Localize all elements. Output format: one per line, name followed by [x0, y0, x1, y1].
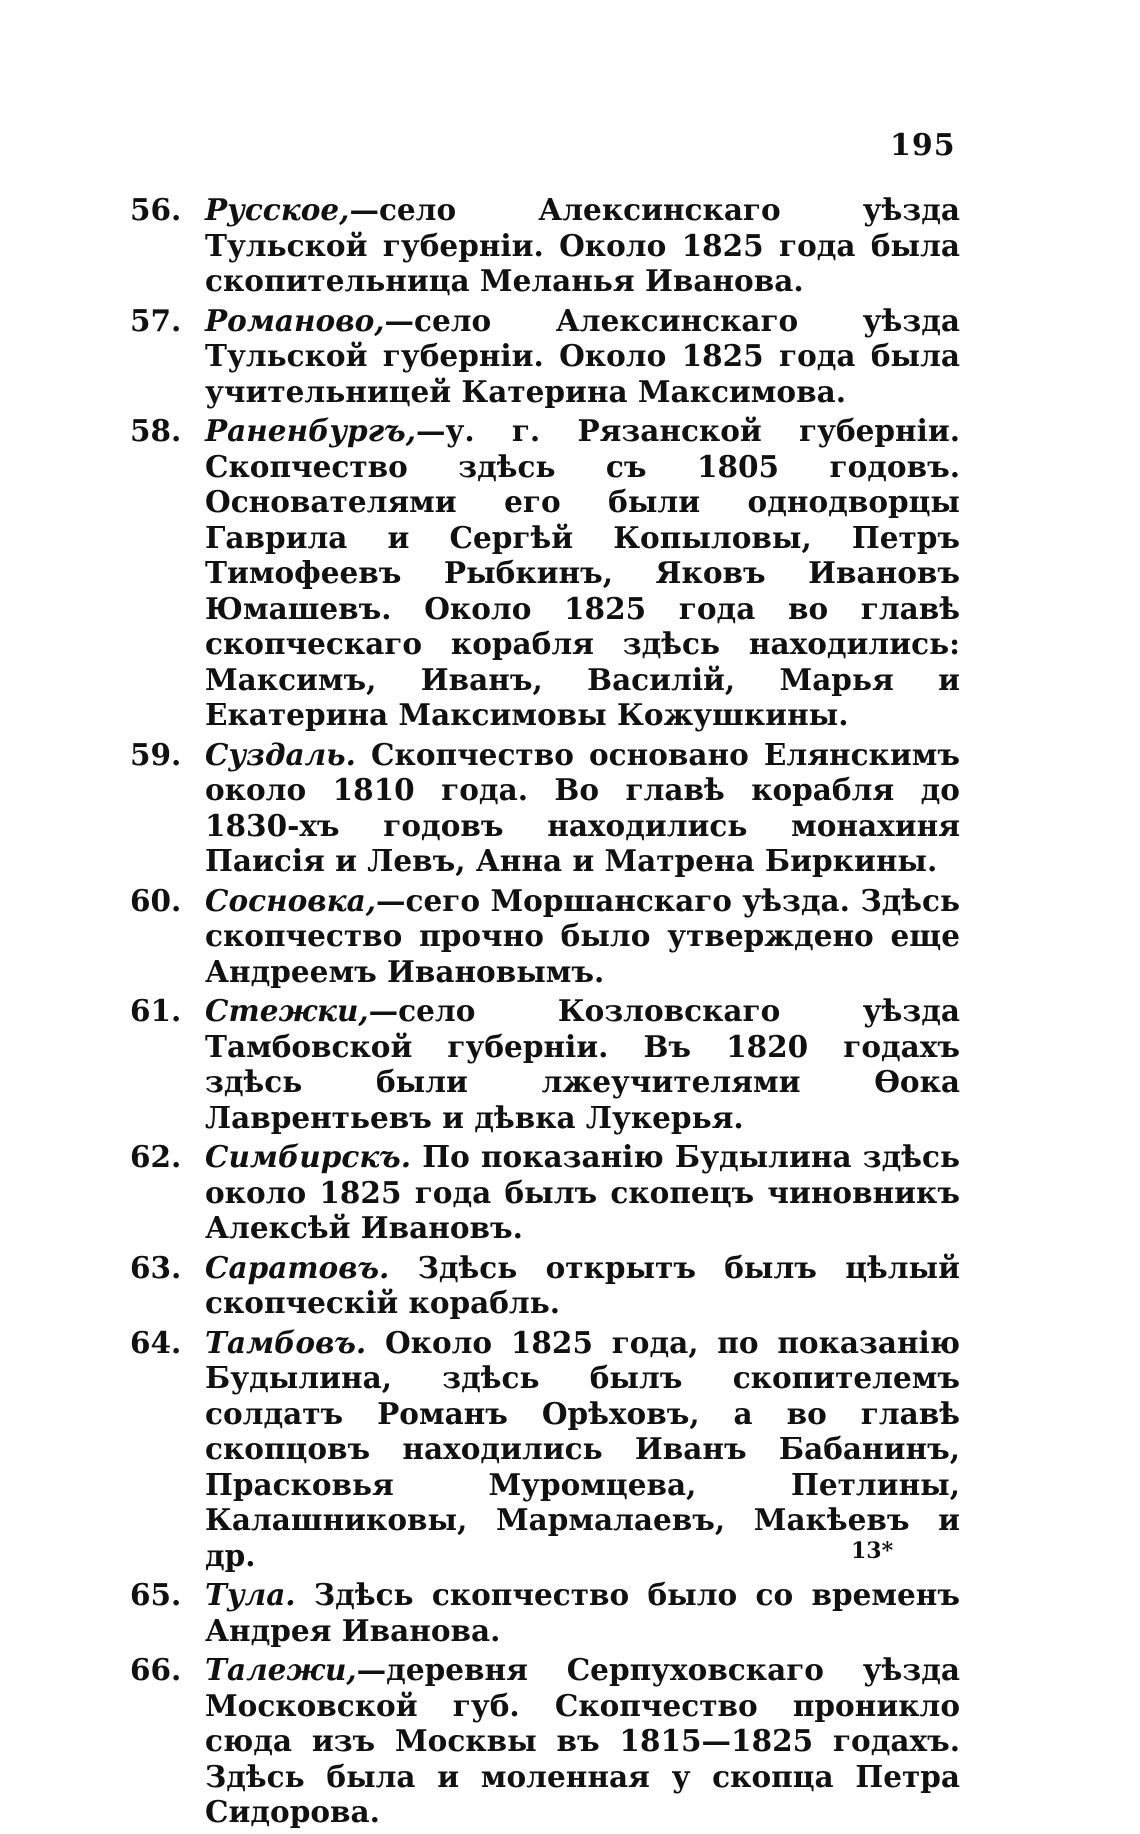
entry-number: 65.	[130, 1577, 182, 1612]
page-number: 195	[890, 128, 956, 163]
entry-number: 62.	[130, 1139, 182, 1174]
entry-61	[130, 993, 960, 1135]
entry-place: Суздаль.	[205, 736, 356, 772]
entry-66	[130, 1652, 960, 1830]
entry-text: —село Алексинскаго уѣзда Тульской губерніи. Около 1825 года была скопительница Меланья Иванова.	[205, 192, 960, 298]
entry-64	[130, 1325, 960, 1574]
entry-number: 58.	[130, 413, 182, 448]
entry-59	[130, 737, 960, 879]
entry-62	[130, 1139, 960, 1246]
entry-text: Скопчество основано Елянскимъ около 1810 года. Во главѣ корабля до 1830-хъ годовъ находились монахиня Паисія и Левъ, Анна и Матрена Биркины.	[205, 736, 960, 878]
entry-number: 64.	[130, 1324, 182, 1360]
entry-57	[130, 303, 960, 410]
entry-56	[130, 192, 960, 299]
entry-number: 57.	[130, 302, 182, 338]
entry-text: Здѣсь открытъ былъ цѣлый скопческій корабль.	[205, 1249, 960, 1320]
entry-place: Русское,	[205, 192, 350, 227]
entry-place: Раненбургъ,	[205, 413, 416, 448]
entry-65	[130, 1577, 960, 1648]
entry-text: —село Козловскаго уѣзда Тамбовской губерніи. Въ 1820 годахъ здѣсь были лжеучителями Ѳока Лаврентьевъ и дѣвка Лукерья.	[205, 993, 960, 1135]
entry-list	[130, 192, 960, 1834]
entry-text: —у. г. Рязанской губерніи. Скопчество здѣсь съ 1805 годовъ. Основателями его были однодворцы Гаврила и Сергѣй Копыловы, Петръ Тимофеевъ Рыбкинъ, Яковъ Ивановъ Юмашевъ. Около 1825 года во главѣ скопческаго корабля здѣсь находились: Максимъ, Иванъ, Василій, Марья и Екатерина Максимовы Кожушкины.	[205, 413, 960, 732]
entry-number: 63.	[130, 1249, 182, 1285]
entry-number: 56.	[130, 192, 182, 227]
entry-text: Здѣсь скопчество было со временъ Андрея Иванова.	[205, 1577, 960, 1648]
entry-number: 61.	[130, 993, 182, 1028]
entry-63	[130, 1250, 960, 1321]
entry-text: По показанію Будылина здѣсь около 1825 года былъ скопецъ чиновникъ Алексѣй Ивановъ.	[205, 1139, 960, 1245]
entry-place: Романово,	[205, 302, 385, 338]
entry-place: Тула.	[205, 1577, 296, 1612]
entry-number: 66.	[130, 1652, 182, 1687]
entry-58	[130, 413, 960, 733]
entry-place: Талежи,	[205, 1652, 357, 1687]
signature-mark: 13*	[851, 1538, 894, 1564]
entry-place: Тамбовъ.	[205, 1324, 367, 1360]
entry-text: Около 1825 года, по показанію Будылина, здѣсь былъ скопителемъ солдатъ Романъ Орѣховъ, а во главѣ скопцовъ находились Иванъ Бабанинъ, Прасковья Муромцева, Петлины, Калашниковы, Мармалаевъ, Макѣевъ и др.	[205, 1324, 960, 1573]
entry-text: —деревня Серпуховскаго уѣзда Московской губ. Скопчество проникло сюда изъ Москвы въ 1815—1825 годахъ. Здѣсь была и моленная у скопца Петра Сидорова.	[205, 1652, 960, 1829]
entry-place: Симбирскъ.	[205, 1139, 411, 1174]
entry-60	[130, 883, 960, 990]
entry-number: 60.	[130, 882, 182, 918]
entry-place: Саратовъ.	[205, 1249, 390, 1285]
entry-number: 59.	[130, 736, 182, 772]
entry-text: —сего Моршанскаго уѣзда. Здѣсь скопчество прочно было утверждено еще Андреемъ Ивановымъ.	[205, 882, 960, 989]
entry-text: —село Алексинскаго уѣзда Тульской губерніи. Около 1825 года была учительницей Катерина Максимова.	[205, 302, 960, 409]
entry-place: Сосновка,	[205, 882, 377, 918]
entry-place: Стежки,	[205, 993, 369, 1028]
